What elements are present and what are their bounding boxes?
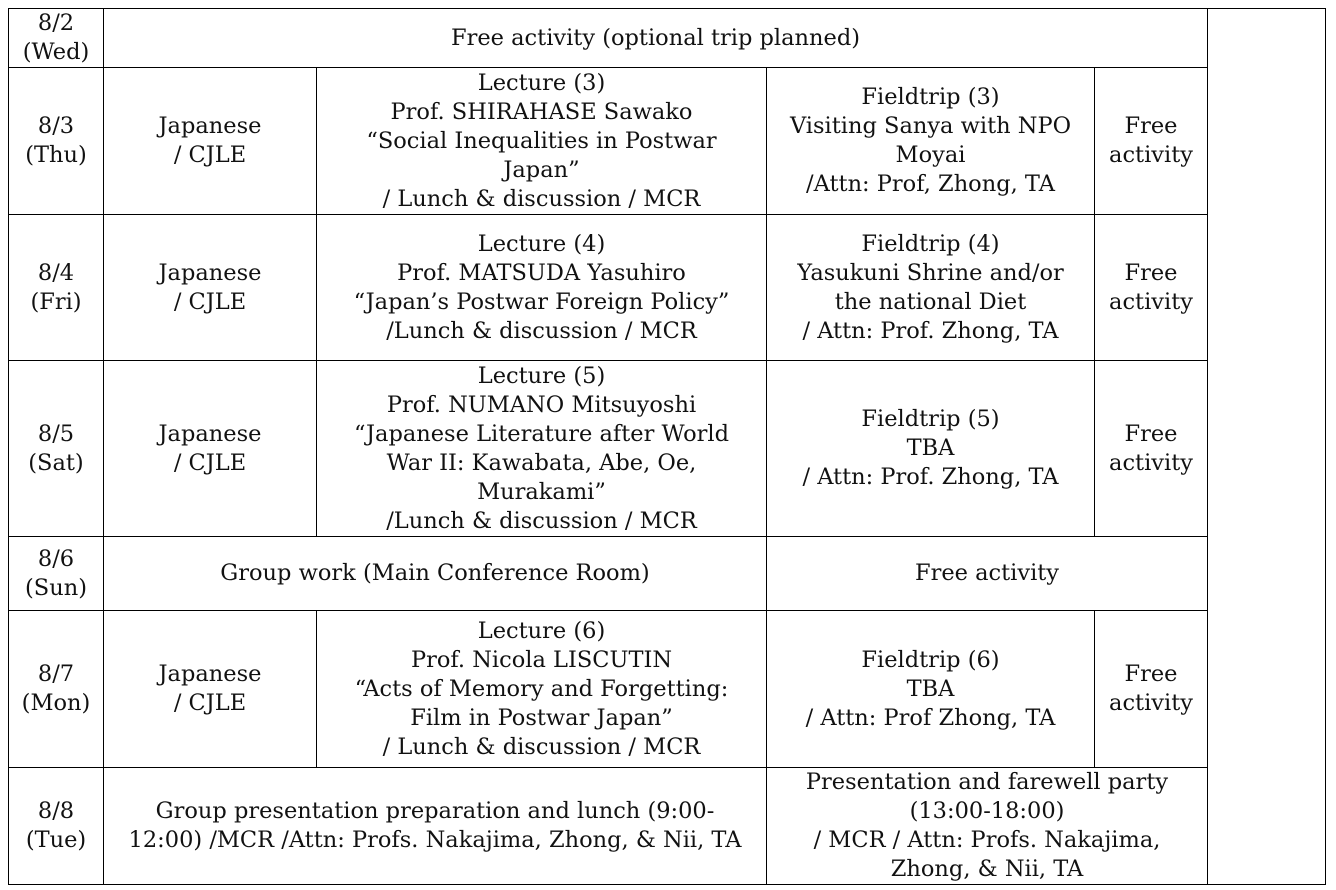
date-cell xyxy=(9,611,104,768)
prep-text: 12:00) /MCR /Attn: Profs. Nakajima, Zhong, & Nii, TA xyxy=(128,827,742,853)
weekday: (Thu) xyxy=(25,142,87,168)
row-aug-6 xyxy=(9,537,1326,611)
fieldtrip-destination: Yasukuni Shrine and/or xyxy=(797,259,1064,286)
evening-text: activity xyxy=(1109,288,1193,315)
date-cell xyxy=(9,215,104,361)
lecturer: Prof. SHIRAHASE Sawako xyxy=(390,98,693,125)
lecture-lunch: / Lunch & discussion / MCR xyxy=(382,185,701,212)
class-location: / CJLE xyxy=(173,142,247,168)
evening-cell xyxy=(1095,215,1208,361)
lecture-title: Lecture (4) xyxy=(477,230,606,257)
free-activity-cell xyxy=(104,9,1208,68)
lecture-topic: “Acts of Memory and Forgetting: xyxy=(354,675,729,702)
weekday: (Wed) xyxy=(22,39,90,65)
party-text: Zhong, & Nii, TA xyxy=(890,856,1084,882)
row-aug-7 xyxy=(9,611,1326,768)
fieldtrip-destination: Visiting Sanya with NPO xyxy=(789,113,1072,139)
japanese-class-cell xyxy=(104,68,317,215)
weekday: (Mon) xyxy=(21,690,91,716)
fieldtrip-cell xyxy=(767,611,1095,768)
fieldtrip-destination: the national Diet xyxy=(834,288,1027,315)
lecture-title: Lecture (5) xyxy=(477,362,606,389)
evening-cell xyxy=(1095,361,1208,537)
evening-text: activity xyxy=(1109,142,1193,168)
date-cell xyxy=(9,9,104,68)
weekday: (Fri) xyxy=(30,288,82,315)
fieldtrip-destination: TBA xyxy=(906,435,955,461)
date: 8/3 xyxy=(37,113,75,139)
farewell-party-cell xyxy=(767,768,1208,885)
evening-text: Free xyxy=(1124,113,1178,139)
party-text: / MCR / Attn: Profs. Nakajima, xyxy=(813,827,1161,853)
party-text: Presentation and farewell party xyxy=(805,769,1169,795)
weekday: (Sun) xyxy=(25,574,87,601)
evening-text: Free xyxy=(1124,420,1178,447)
date-cell xyxy=(9,361,104,537)
lecture-topic: War II: Kawabata, Abe, Oe, xyxy=(386,449,697,476)
date-cell xyxy=(9,768,104,885)
lecture-title: Lecture (6) xyxy=(477,617,606,644)
fieldtrip-cell xyxy=(767,215,1095,361)
lecture-cell xyxy=(317,361,767,537)
lecture-cell xyxy=(317,611,767,768)
row-aug-8 xyxy=(9,768,1326,885)
activity-text: Free activity (optional trip planned) xyxy=(450,24,861,51)
group-work-text: Group work (Main Conference Room) xyxy=(220,560,650,586)
japanese-class-cell xyxy=(104,215,317,361)
fieldtrip-title: Fieldtrip (4) xyxy=(861,230,1000,257)
afternoon-free-cell xyxy=(767,537,1208,611)
lecturer: Prof. NUMANO Mitsuyoshi xyxy=(386,391,697,418)
lecture-topic: Murakami” xyxy=(477,478,606,505)
row-aug-4 xyxy=(9,215,1326,361)
class-name: Japanese xyxy=(158,420,262,447)
class-location: / CJLE xyxy=(173,449,247,476)
fieldtrip-cell xyxy=(767,68,1095,215)
fieldtrip-title: Fieldtrip (3) xyxy=(861,84,1000,110)
lecture-topic: “Social Inequalities in Postwar xyxy=(366,127,717,154)
evening-cell xyxy=(1095,611,1208,768)
lecturer: Prof. Nicola LISCUTIN xyxy=(410,646,673,673)
schedule-table xyxy=(8,8,1326,885)
date: 8/5 xyxy=(37,420,75,447)
party-time: (13:00-18:00) xyxy=(909,798,1065,824)
lecturer: Prof. MATSUDA Yasuhiro xyxy=(397,259,686,286)
group-work-cell xyxy=(104,537,767,611)
lecture-topic: Film in Postwar Japan” xyxy=(410,704,673,731)
evening-text: Free xyxy=(1124,259,1178,286)
evening-text: Free xyxy=(1124,661,1178,687)
date: 8/8 xyxy=(37,798,75,824)
japanese-class-cell xyxy=(104,611,317,768)
weekday: (Sat) xyxy=(28,449,84,476)
fieldtrip-title: Fieldtrip (6) xyxy=(861,646,1000,673)
date: 8/2 xyxy=(37,10,75,36)
class-name: Japanese xyxy=(158,259,262,286)
date: 8/7 xyxy=(37,661,75,687)
lecture-topic: Japan” xyxy=(503,156,580,183)
lecture-topic: “Japan’s Postwar Foreign Policy” xyxy=(353,288,730,315)
lecture-title: Lecture (3) xyxy=(477,69,606,96)
lecture-cell xyxy=(317,215,767,361)
class-name: Japanese xyxy=(158,661,262,687)
class-location: / CJLE xyxy=(173,288,247,315)
lecture-lunch: / Lunch & discussion / MCR xyxy=(382,733,701,760)
prep-text: Group presentation preparation and lunch (9:00- xyxy=(155,798,715,824)
lecture-lunch: /Lunch & discussion / MCR xyxy=(386,317,697,344)
date-cell xyxy=(9,68,104,215)
japanese-class-cell xyxy=(104,361,317,537)
date: 8/4 xyxy=(37,259,75,286)
evening-cell xyxy=(1095,68,1208,215)
right-margin-cell xyxy=(1208,9,1326,885)
evening-text: activity xyxy=(1109,690,1193,716)
presentation-prep-cell xyxy=(104,768,767,885)
row-aug-3 xyxy=(9,68,1326,215)
free-activity-text: Free activity xyxy=(914,560,1060,586)
fieldtrip-cell xyxy=(767,361,1095,537)
lecture-lunch: /Lunch & discussion / MCR xyxy=(386,507,697,534)
fieldtrip-destination: TBA xyxy=(906,675,955,702)
weekday: (Tue) xyxy=(25,827,87,853)
fieldtrip-attendance: / Attn: Prof Zhong, TA xyxy=(805,704,1056,731)
schedule-document xyxy=(8,8,1326,885)
fieldtrip-attendance: / Attn: Prof. Zhong, TA xyxy=(802,464,1059,490)
fieldtrip-title: Fieldtrip (5) xyxy=(861,406,1000,432)
date: 8/6 xyxy=(37,545,75,572)
class-name: Japanese xyxy=(158,113,262,139)
row-aug-2 xyxy=(9,9,1326,68)
lecture-cell xyxy=(317,68,767,215)
fieldtrip-attendance: / Attn: Prof. Zhong, TA xyxy=(802,317,1059,344)
date-cell xyxy=(9,537,104,611)
evening-text: activity xyxy=(1109,449,1193,476)
row-aug-5 xyxy=(9,361,1326,537)
lecture-topic: “Japanese Literature after World xyxy=(353,420,730,447)
fieldtrip-attendance: /Attn: Prof, Zhong, TA xyxy=(806,171,1055,197)
class-location: / CJLE xyxy=(173,690,247,716)
fieldtrip-destination: Moyai xyxy=(895,142,966,168)
